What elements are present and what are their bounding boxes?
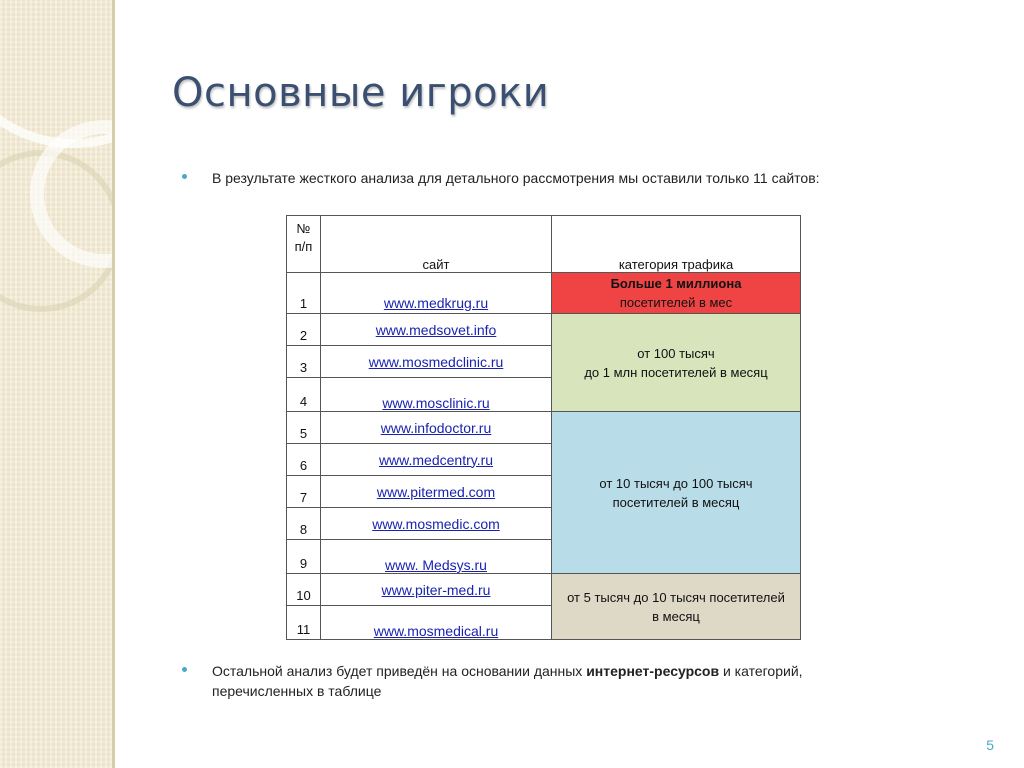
row-num: 4 [287, 378, 321, 412]
header-num [287, 216, 321, 273]
site-link[interactable]: www.pitermed.com [376, 483, 496, 500]
sites-table [286, 215, 801, 640]
page-number: 5 [986, 737, 994, 753]
header-category: категория трафика [552, 216, 801, 273]
category-line2: посетителей в мес [619, 295, 733, 310]
row-num: 1 [287, 273, 321, 314]
site-link[interactable]: www.infodoctor.ru [380, 419, 492, 436]
category-line2: до 1 млн посетителей в месяц [584, 364, 768, 380]
bullet-dot-icon [182, 667, 187, 672]
bullet-intro-text: В результате жесткого анализа для детального рассмотрения мы оставили только 11 сайтов: [212, 170, 820, 186]
category-line2: посетителей в месяц [612, 494, 740, 510]
category-line1: от 100 тысяч [637, 345, 715, 361]
site-link[interactable]: www.medkrug.ru [383, 295, 489, 311]
category-cell [552, 574, 801, 640]
table-row [287, 314, 801, 346]
decorative-side-strip [0, 0, 112, 768]
category-cell [552, 412, 801, 574]
bullet-text-line2: перечисленных в таблице [212, 683, 382, 699]
site-link[interactable]: www.mosmedic.com [372, 515, 500, 532]
category-cell [552, 273, 801, 314]
row-num: 5 [287, 412, 321, 444]
site-link[interactable]: www.mosmedclinic.ru [368, 353, 504, 370]
category-line1: Больше 1 миллиона [610, 276, 742, 291]
strip-divider [112, 0, 115, 768]
row-num: 8 [287, 508, 321, 540]
row-num: 3 [287, 346, 321, 378]
header-site: сайт [321, 216, 552, 273]
category-line1: от 10 тысяч до 100 тысяч [599, 475, 753, 491]
site-link[interactable]: www.mosmedical.ru [373, 623, 499, 639]
category-line2: в месяц [652, 608, 700, 624]
row-num: 10 [287, 574, 321, 606]
row-num: 6 [287, 444, 321, 476]
table-header-row [287, 216, 801, 273]
table-row [287, 412, 801, 444]
bullet-text-part: и категорий, [719, 663, 803, 679]
category-cell [552, 314, 801, 412]
site-link[interactable]: www.mosclinic.ru [382, 395, 490, 411]
bullet-conclusion-text [212, 661, 803, 701]
table-row [287, 273, 801, 314]
site-link[interactable]: www.piter-med.ru [381, 581, 491, 598]
slide-title: Основные игроки [172, 70, 550, 116]
bullet-text-part: Остальной анализ будет приведён на основании данных [212, 663, 587, 679]
row-num: 9 [287, 540, 321, 574]
row-num: 7 [287, 476, 321, 508]
row-num: 11 [287, 606, 321, 640]
site-link[interactable]: www.medcentry.ru [378, 451, 494, 468]
header-num-line2: п/п [294, 239, 313, 254]
bullet-dot-icon [182, 174, 187, 179]
header-num-line1: № [296, 221, 311, 236]
bullet-text-bold: интернет-ресурсов [586, 663, 720, 679]
row-num: 2 [287, 314, 321, 346]
category-line1: от 5 тысяч до 10 тысяч посетителей [567, 589, 785, 605]
site-link[interactable]: www. Medsys.ru [385, 557, 487, 573]
site-link[interactable]: www.medsovet.info [375, 321, 497, 338]
table-row [287, 574, 801, 606]
